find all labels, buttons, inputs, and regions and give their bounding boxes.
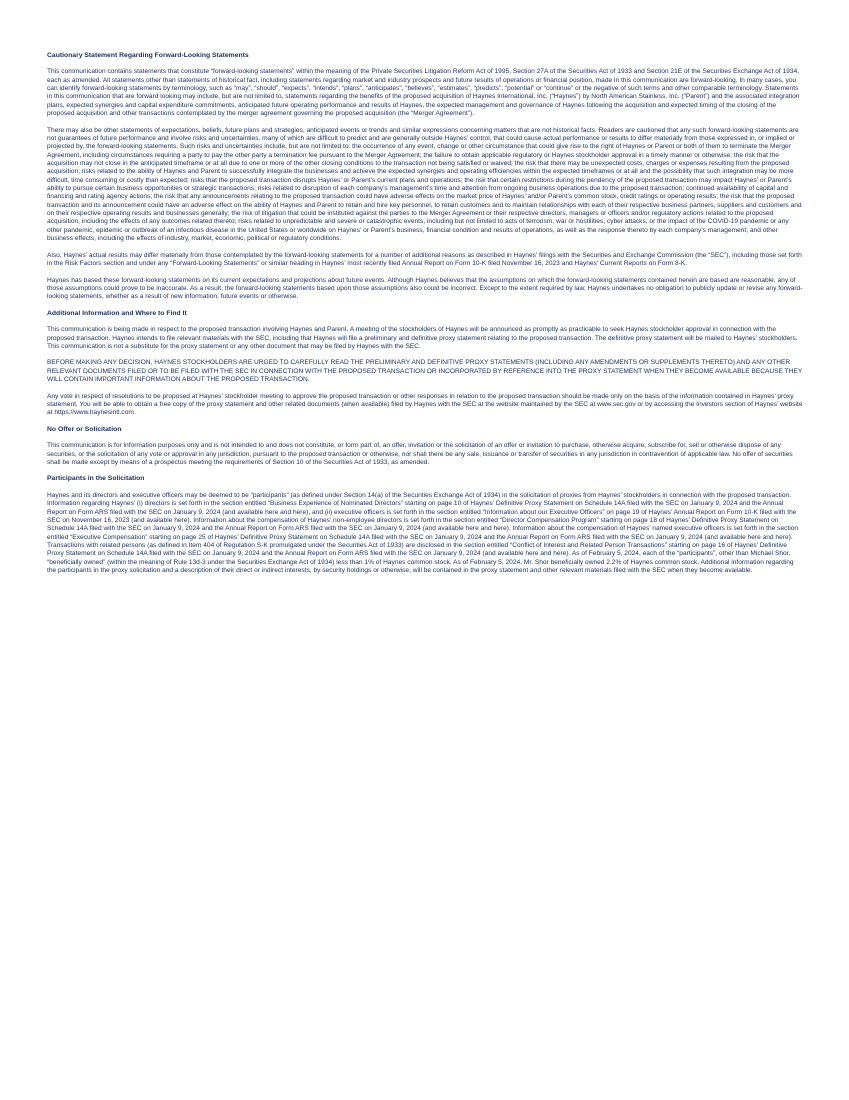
paragraph: BEFORE MAKING ANY DECISION, HAYNES STOCKHOLDERS ARE URGED TO CAREFULLY READ THE PRELIMINARY AND DEFINITIVE PROXY STATEMENTS (INCLUDING ANY AMENDMENTS OR SUPPLEMENTS THERETO) AND ANY OTHER RELEVANT DOCUMENTS FILED OR TO BE FILED WITH THE SEC IN CONNECTION WITH THE PROPOSED TRANSACTION OR INCORPORATED BY REFERENCE INTO THE PROXY STATEMENT WHEN THEY BECOME AVAILABLE BECAUSE THEY WILL CONTAIN IMPORTANT INFORMATION ABOUT THE PROPOSED TRANSACTION. — [47, 359, 803, 384]
paragraph: Also, Haynes’ actual results may differ materially from those contemplated by the forward-looking statements for a number of additional reasons as described in Haynes’ filings with the Securities and Exchange Commission (the “SEC”), including those set forth in the Risk Factors section and under any “Forward-Looking Statements” or similar heading in Haynes’ most recently filed Annual Report on Form 10-K filed November 16, 2023 and Haynes’ Current Reports on Form 8-K. — [47, 251, 802, 267]
paragraph: There may also be other statements of expectations, beliefs, future plans and strategies, anticipated events or trends and similar expressions concerning matters that are not historical facts. Readers are cautioned that any such forward-looking statements are not guarantees of future performance and involve risks and uncertainties, many of which are difficult to predict and are generally outside Haynes’ control, that could cause actual performance or results to differ materially from those expressed in, or implied or projected by, the forward-looking statements. Such risks and uncertainties include, but are not limited to: the occurrence of any event, change or other circumstance that could give rise to the right of Haynes or Parent or both of them to terminate the Merger Agreement, including circumstances requiring a party to pay the other party a termination fee pursuant to the Merger Agreement; the failure to obtain applicable regulatory or Haynes stockholder approval in a timely manner or otherwise; the risk that the acquisition may not close in the anticipated timeframe or at all due to one or more of the other closing conditions to the transaction not being satisfied or waived; the risk that there may be unexpected costs, charges or expenses resulting from the proposed acquisition; risks related to the ability of Haynes and Parent to successfully integrate the businesses and achieve the expected synergies and operating efficiencies within the expected timeframes or at all and the possibility that such integration may be more difficult, time consuming or costly than expected; risks that the proposed transaction disrupts Haynes’ or Parent’s current plans and operations; the risk that certain restrictions during the pendency of the proposed transaction may impact Haynes’ or Parent’s ability to pursue certain business opportunities or strategic transactions; risks related to disruption of each company’s management’s time and attention from ongoing business operations due to the proposed transaction; continued availability of capital and financing and rating agency actions; the risk that any announcements relating to the proposed transaction could have adverse effects on the market price of Haynes’ and/or Parent’s common stock, credit ratings or operating results; the risk that the proposed transaction and its announcement could have an adverse effect on the ability of Haynes and Parent to retain and hire key personnel, to retain customers and to maintain relationships with each of their respective business partners, suppliers and customers and on their respective operating results and businesses generally; the risk of litigation that could be instituted against the parties to the Merger Agreement or their respective directors, managers or officers and/or regulatory actions related to the proposed acquisition, including the effects of any outcomes related thereto; risks related to unpredictable and severe or catastrophic events, including but not limited to acts of terrorism, war or hostilities, cyber attacks, or the impact of the COVID-19 pandemic or any other pandemic, epidemic or outbreak of an infectious disease in the United States or worldwide on Haynes’ or Parent’s business, financial condition and results of operations, as well as the response thereto by each company’s management; and other business effects, including the effects of industry, market, economic, political or regulatory conditions. — [47, 126, 802, 243]
section-additional-information — [47, 310, 803, 418]
section-participants — [47, 475, 803, 575]
section-no-offer — [47, 426, 803, 467]
section-heading: Cautionary Statement Regarding Forward-Looking Statements — [47, 52, 249, 59]
paragraph: Haynes has based these forward-looking statements on its current expectations and projections about future events. Although Haynes believes that the assumptions on which the forward-looking statements contained herein are based are reasonable, any of those assumptions could prove to be inaccurate. As a result, the forward-looking statements based upon those assumptions also could be incorrect. Except to the extent required by law, Haynes undertakes no obligation to publicly update or revise any forward-looking statements, whether as a result of new information, future events or otherwise. — [47, 276, 803, 301]
section-forward-looking-statements — [47, 52, 803, 302]
paragraph: This communication contains statements that constitute “forward-looking statements” within the meaning of the Private Securities Litigation Reform Act of 1995, Section 27A of the Securities Act of 1933 and Section 21E of the Securities Exchange Act of 1934, each as amended. All statements other than statements of historical fact, including statements regarding market and industry prospects and future results of operations or financial position, made in this communication are forward-looking. In many cases, you can identify forward-looking statements by terminology, such as “may”, “should”, “expects”, “intends”, “plans”, “anticipates”, “believes”, “estimates”, “predicts”, “potential” or “continue” or the negative of such terms and other comparable terminology. Statements in this communication that are forward looking may include, but are not limited to, statements regarding the benefits of the proposed acquisition of Haynes International, Inc. (“Haynes”) by North American Stainless, Inc. (“Parent”) and the associated integration plans, expected synergies and capital expenditure commitments, anticipated future operating performance and results of Haynes, the expected management and governance of Haynes following the acquisition and expected timing of the closing of the proposed acquisition and other transactions contemplated by the merger agreement governing the proposed acquisition (the “Merger Agreement”). — [47, 68, 800, 118]
paragraph: This communication is for information purposes only and is not intended to and does not constitute, or form part of, an offer, invitation or the solicitation of an offer or invitation to purchase, otherwise acquire, subscribe for, sell or otherwise dispose of any securities, or the solicitation of any vote or approval in any jurisdiction, pursuant to the proposed transaction or otherwise, nor shall there be any sale, issuance or transfer of securities in any jurisdiction in contravention of applicable law. No offer of securities shall be made except by means of a prospectus meeting the requirements of Section 10 of the Securities Act of 1933, as amended. — [47, 442, 793, 466]
section-heading: No Offer or Solicitation — [47, 425, 122, 433]
document-page — [47, 52, 803, 583]
section-heading: Additional Information and Where to Find It — [47, 309, 187, 317]
paragraph: Any vote in respect of resolutions to be proposed at Haynes’ stockholder meeting to approve the proposed transaction or other responses in relation to the proposed transaction should be made only on the basis of the information contained in Haynes’ proxy statement. You will be able to obtain a free copy of the proxy statement and other related documents (when available) filed by Haynes with the SEC at the website maintained by the SEC at www.sec.gov or by accessing the Investors section of Haynes’ website at https://www.haynesintl.com. — [47, 392, 803, 417]
section-heading: Participants in the Solicitation — [47, 475, 145, 483]
paragraph: Haynes and its directors and executive officers may be deemed to be “participants” (as defined under Section 14(a) of the Securities Exchange Act of 1934) in the solicitation of proxies from Haynes’ stockholders in connection with the proposed transaction. Information regarding Haynes’ (i) directors is set forth in the section entitled “Business Experience of Nominated Directors” starting on page 10 of Haynes’ Definitive Proxy Statement on Schedule 14A filed with the SEC on January 9, 2024 and the Annual Report on Form ARS filed with the SEC on January 9, 2024 (and available here and here), and (ii) executive officers is set forth in the section entitled “Information about our Executive Officers” on page 19 of Haynes’ Annual Report on Form 10-K filed with the SEC on November 16, 2023 (and available here). Information about the compensation of Haynes’ non-employee directors is set forth in the section entitled “Director Compensation Program” starting on page 18 of Haynes’ Definitive Proxy Statement on Schedule 14A filed with the SEC on January 9, 2024 and the Annual Report on Form ARS filed with the SEC on January 9, 2024 (and available here and here). Information about the compensation of Haynes’ named executive officers is set forth in the section entitled “Executive Compensation” starting on page 25 of Haynes’ Definitive Proxy Statement on Schedule 14A filed with the SEC on January 9, 2024 and the Annual Report on Form ARS filed with the SEC on January 9, 2024 (and available here and here). Transactions with related persons (as defined in Item 404 of Regulation S-K promulgated under the Securities Act of 1933) are disclosed in the section entitled “Conflict of Interest and Related Person Transactions” starting on page 16 of Haynes’ Definitive Proxy Statement on Schedule 14A filed with the SEC on January 9, 2024 and the Annual Report on Form ARS filed with the SEC on January 9, 2024 (and available here and here). As of February 5, 2024, each of the “participants”, other than Michael Shor, “beneficially owned” (within the meaning of Rule 13d-3 under the Securities Exchange Act of 1934) less than 1% of Haynes common stock. As of February 5, 2024, Mr. Shor beneficially owned 2.2% of Haynes common stock. Additional information regarding the participants in the proxy solicitation and a description of their direct or indirect interests, by security holdings or otherwise, will be contained in the proxy statement and other relevant materials filed with the SEC when they become available. — [47, 491, 799, 574]
paragraph: This communication is being made in respect to the proposed transaction involving Haynes and Parent. A meeting of the stockholders of Haynes will be announced as promptly as practicable to seek Haynes stockholder approval in connection with the proposed transaction. Haynes intends to file relevant materials with the SEC, including that Haynes will file a preliminary and definitive proxy statement relating to the proposed transaction. The definitive proxy statement will be mailed to Haynes’ stockholders. This communication is not a substitute for the proxy statement or any other document that may be filed by Haynes with the SEC. — [47, 326, 798, 350]
